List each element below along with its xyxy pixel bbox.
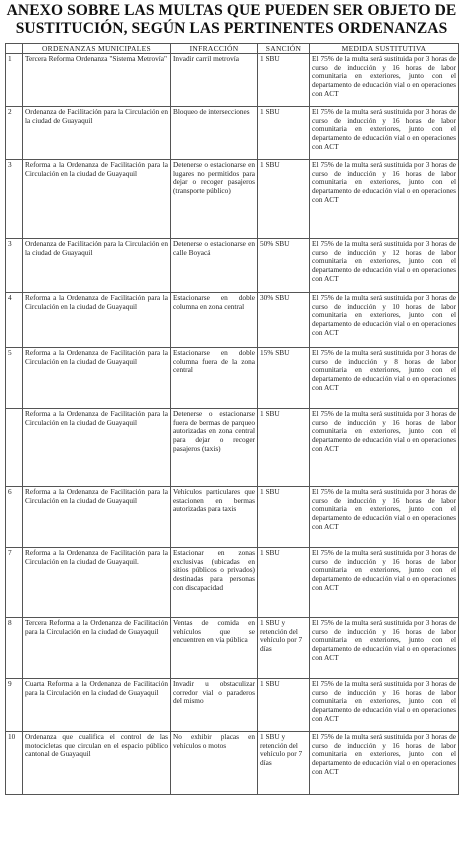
row-medida: El 75% de la multa será sustituida por 3 horas de curso de inducción y 16 horas de labor comunitaria en exteriores, junto con el departamento de educación vial o en operaciones con ACT	[310, 487, 459, 548]
header-row	[6, 44, 459, 54]
row-ordenanza: Reforma a la Ordenanza de Facilitación para la Circulación en la ciudad de Guayaquil	[23, 293, 171, 348]
row-number	[6, 409, 23, 487]
row-medida: El 75% de la multa será sustituida por 3 horas de curso de inducción y 16 horas de labor comunitaria en exteriores, junto con el departamento de educación vial o en operaciones con ACT	[310, 409, 459, 487]
row-number: 10	[6, 732, 23, 795]
row-infraccion: Estacionar en zonas exclusivas (ubicadas en sitios públicos o privados) destinadas para personas con discapacidad	[171, 548, 258, 618]
table-header	[6, 44, 459, 54]
row-number: 7	[6, 548, 23, 618]
row-sancion: 1 SBU	[258, 409, 310, 487]
row-sancion: 30% SBU	[258, 293, 310, 348]
table-row	[6, 548, 459, 618]
row-infraccion: Bloqueo de intersecciones	[171, 107, 258, 160]
row-ordenanza: Ordenanza que cualifica el control de las motocicletas que circulan en el espacio público cantonal de Guayaquil	[23, 732, 171, 795]
table-row	[6, 107, 459, 160]
row-infraccion: Detenerse o estacionarse en lugares no permitidos para dejar o recoger pasajeros (transporte público)	[171, 160, 258, 239]
row-medida: El 75% de la multa será sustituida por 3 horas de curso de inducción y 12 horas de labor comunitaria en exteriores, junto con el departamento de educación vial o en operaciones con ACT	[310, 239, 459, 293]
row-medida: El 75% de la multa será sustituida por 3 horas de curso de inducción y 16 horas de labor comunitaria en exteriores, junto con el departamento de educación vial o en operaciones con ACT	[310, 160, 459, 239]
row-infraccion: Invadir carril metrovía	[171, 54, 258, 107]
row-infraccion: Ventas de comida en vehículos que se encuentren en vía pública	[171, 618, 258, 679]
row-ordenanza: Ordenanza de Facilitación para la Circulación en la ciudad de Guayaquil	[23, 239, 171, 293]
header-num	[6, 44, 23, 54]
table-row	[6, 239, 459, 293]
row-ordenanza: Reforma a la Ordenanza de Facilitación para la Circulación en la ciudad de Guayaquil	[23, 409, 171, 487]
row-ordenanza: Ordenanza de Facilitación para la Circulación en la ciudad de Guayaquil	[23, 107, 171, 160]
row-medida: El 75% de la multa será sustituida por 3 horas de curso de inducción y 16 horas de labor comunitaria en exteriores, junto con el departamento de educación vial o en operaciones con ACT	[310, 679, 459, 732]
row-sancion: 50% SBU	[258, 239, 310, 293]
row-infraccion: Vehículos particulares que estacionen en bermas autorizadas para taxis	[171, 487, 258, 548]
table-row	[6, 348, 459, 409]
table-row	[6, 54, 459, 107]
row-medida: El 75% de la multa será sustituida por 3 horas de curso de inducción y 16 horas de labor comunitaria en exteriores, junto con el departamento de educación vial o en operaciones con ACT	[310, 618, 459, 679]
row-medida: El 75% de la multa será sustituida por 3 horas de curso de inducción y 16 horas de labor comunitaria en exteriores, junto con el departamento de educación vial o en operaciones con ACT	[310, 107, 459, 160]
table-row	[6, 732, 459, 795]
row-number: 6	[6, 487, 23, 548]
header-ordenanzas: ORDENANZAS MUNICIPALES	[23, 44, 171, 54]
row-number: 9	[6, 679, 23, 732]
row-medida: El 75% de la multa será sustituida por 3 horas de curso de inducción y 16 horas de labor comunitaria en exteriores, junto con el departamento de educación vial o en operaciones con ACT	[310, 732, 459, 795]
row-infraccion: Invadir u obstaculizar corredor vial o paraderos del mismo	[171, 679, 258, 732]
document-title	[0, 2, 463, 38]
table-row	[6, 618, 459, 679]
row-ordenanza: Reforma a la Ordenanza de Facilitación para la Circulación en la ciudad de Guayaquil	[23, 160, 171, 239]
row-infraccion: Estacionarse en doble columna fuera de la zona central	[171, 348, 258, 409]
header-medida: MEDIDA SUSTITUTIVA	[310, 44, 459, 54]
table-row	[6, 293, 459, 348]
fines-table	[5, 43, 459, 795]
document-title-line-1: ANEXO SOBRE LAS MULTAS QUE PUEDEN SER OBJETO DE	[6, 2, 457, 19]
row-number: 1	[6, 54, 23, 107]
row-infraccion: Estacionarse en doble columna en zona central	[171, 293, 258, 348]
row-ordenanza: Tercera Reforma a la Ordenanza de Facilitación para la Circulación en la ciudad de Guayaquil	[23, 618, 171, 679]
row-sancion: 1 SBU y retención del vehículo por 7 días	[258, 618, 310, 679]
header-infraccion: INFRACCIÓN	[171, 44, 258, 54]
row-infraccion: Detenerse o estacionarse en calle Boyacá	[171, 239, 258, 293]
table-row	[6, 487, 459, 548]
row-number: 5	[6, 348, 23, 409]
table-row	[6, 409, 459, 487]
row-number: 3	[6, 160, 23, 239]
row-sancion: 1 SBU	[258, 107, 310, 160]
row-sancion: 1 SBU	[258, 487, 310, 548]
header-sancion: SANCIÓN	[258, 44, 310, 54]
row-infraccion: Detenerse o estacionarse fuera de bermas de parqueo autorizadas en zona central para dejar o recoger pasajeros (taxis)	[171, 409, 258, 487]
row-ordenanza: Reforma a la Ordenanza de Facilitación para la Circulación en la ciudad de Guayaquil	[23, 487, 171, 548]
row-medida: El 75% de la multa será sustituida por 3 horas de curso de inducción y 16 horas de labor comunitaria en exteriores, junto con el departamento de educación vial o en operaciones con ACT	[310, 548, 459, 618]
table-row	[6, 160, 459, 239]
row-sancion: 1 SBU	[258, 54, 310, 107]
row-sancion: 1 SBU	[258, 679, 310, 732]
row-ordenanza: Reforma a la Ordenanza de Facilitación para la Circulación en la ciudad de Guayaquil	[23, 348, 171, 409]
row-sancion: 1 SBU	[258, 160, 310, 239]
row-number: 3	[6, 239, 23, 293]
row-number: 4	[6, 293, 23, 348]
row-sancion: 1 SBU	[258, 548, 310, 618]
row-sancion: 15% SBU	[258, 348, 310, 409]
document-title-line-2: SUSTITUCIÓN, SEGÚN LAS PERTINENTES ORDENANZAS	[15, 20, 448, 37]
row-ordenanza: Cuarta Reforma a la Ordenanza de Facilitación para la Circulación en la ciudad de Guayaquil	[23, 679, 171, 732]
row-medida: El 75% de la multa será sustituida por 3 horas de curso de inducción y 8 horas de labor comunitaria en exteriores, junto con el departamento de educación vial o en operaciones con ACT	[310, 348, 459, 409]
row-infraccion: No exhibir placas en vehículos o motos	[171, 732, 258, 795]
row-number: 2	[6, 107, 23, 160]
row-ordenanza: Reforma a la Ordenanza de Facilitación para la Circulación en la ciudad de Guayaquil.	[23, 548, 171, 618]
table-body	[6, 54, 459, 795]
row-ordenanza: Tercera Reforma Ordenanza "Sistema Metrovía"	[23, 54, 171, 107]
row-sancion: 1 SBU y retención del vehículo por 7 días	[258, 732, 310, 795]
table-row	[6, 679, 459, 732]
row-medida: El 75% de la multa será sustituida por 3 horas de curso de inducción y 16 horas de labor comunitaria en exteriores, junto con el departamento de educación vial o en operaciones con ACT	[310, 54, 459, 107]
row-medida: El 75% de la multa será sustituida por 3 horas de curso de inducción y 10 horas de labor comunitaria en exteriores, junto con el departamento de educación vial o en operaciones con ACT	[310, 293, 459, 348]
row-number: 8	[6, 618, 23, 679]
